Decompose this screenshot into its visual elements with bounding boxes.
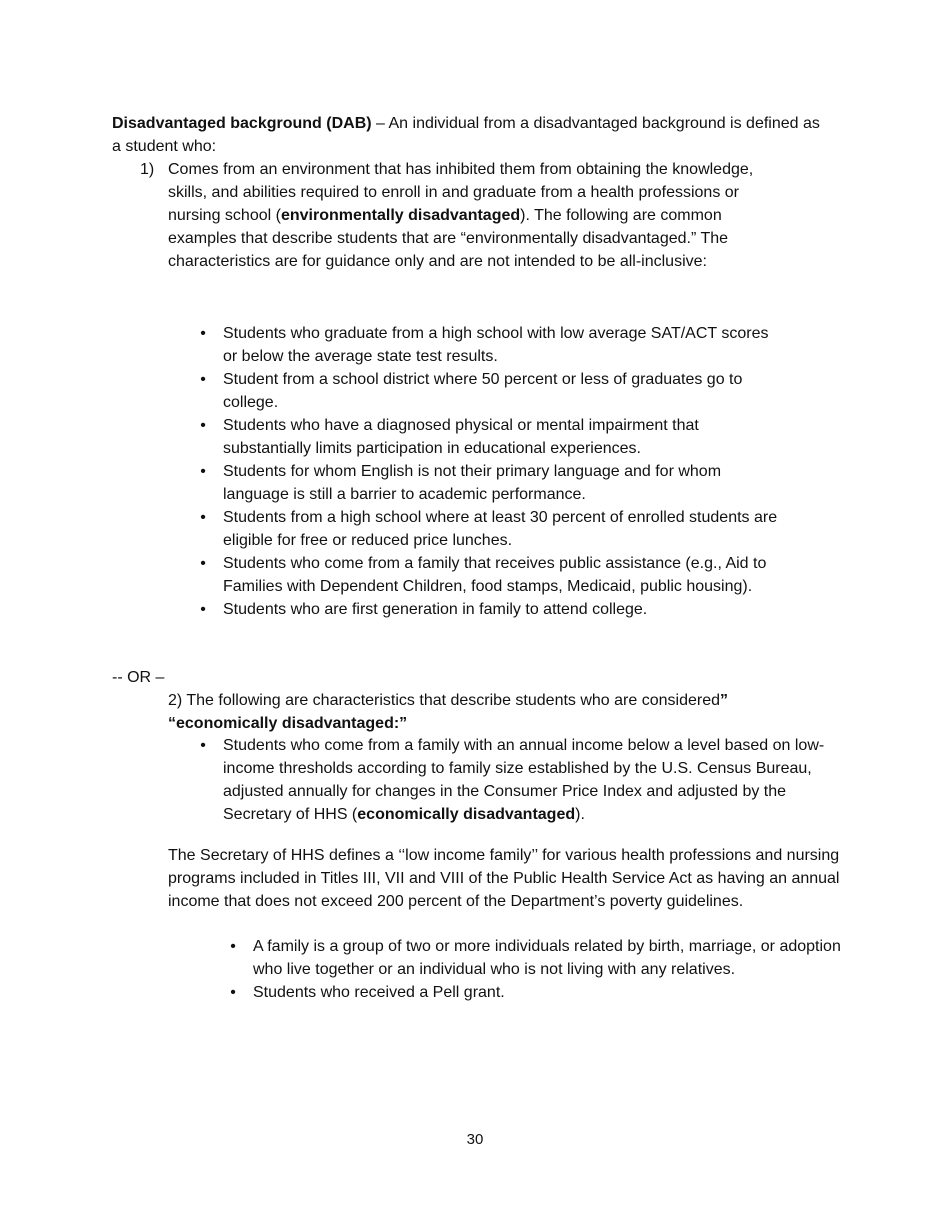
- bullet-icon: •: [200, 509, 206, 526]
- bullet-icon: •: [230, 984, 236, 1001]
- bullet-icon: •: [200, 555, 206, 572]
- list-item-text: Students who are first generation in family to attend college.: [223, 601, 648, 618]
- bullet-icon: •: [200, 737, 206, 754]
- bullet-icon: •: [200, 325, 206, 342]
- list-item-text-bold: economically disadvantaged: [357, 806, 576, 823]
- low-income-definition-paragraph: The Secretary of HHS defines a ‘‘low income family’’ for various health professions and nursing programs included in Titles III, VII and VIII of the Public Health Service Act as having an annual income that does not exceed 200 percent of the Department’s poverty guidelines.: [168, 847, 840, 910]
- list-item-text-b: ).: [575, 806, 585, 823]
- bullet-icon: •: [200, 601, 206, 618]
- list-item-text: A family is a group of two or more individuals related by birth, marriage, or adoption who live together or an individual who is not living with any relatives.: [253, 938, 841, 978]
- item-1-text: [168, 158, 768, 273]
- list-item-text: Students from a high school where at least 30 percent of enrolled students are eligible for free or reduced price lunches.: [223, 509, 778, 549]
- page-number: 30: [466, 1131, 484, 1148]
- list-item: [200, 734, 843, 826]
- list-item: [200, 552, 783, 598]
- item-1-text-bold: environmentally disadvantaged: [280, 207, 521, 224]
- list-item: [200, 460, 783, 506]
- bullet-icon: •: [200, 463, 206, 480]
- bullet-icon: •: [200, 371, 206, 388]
- or-separator: -- OR –: [112, 669, 165, 686]
- list-item: [230, 981, 853, 1004]
- intro-definition: – An individual from a disadvantaged background is defined as a student who:: [112, 115, 820, 155]
- list-item: [230, 935, 853, 981]
- numbered-item-2: [168, 689, 808, 735]
- list-item: [200, 506, 783, 552]
- environmental-examples-list: [200, 322, 783, 621]
- list-item-text: Students who received a Pell grant.: [253, 984, 505, 1001]
- low-income-notes-list: [230, 935, 853, 1004]
- economic-criteria-list: [200, 734, 843, 826]
- list-item-text-a: Students who come from a family with an annual income below a level based on low-income thresholds according to family size established by the U.S. Census Bureau, adjusted annually for changes in the Consumer Price Index and adjusted by the Secretary of HHS (: [223, 737, 825, 823]
- item-2-text: 2) The following are characteristics that describe students who are considered: [168, 692, 720, 709]
- bullet-icon: •: [200, 417, 206, 434]
- item-2-bold-end: ”: [720, 692, 728, 709]
- list-item-text: Students for whom English is not their primary language and for whom language is still a barrier to academic performance.: [223, 463, 722, 503]
- list-item-text: Students who come from a family that receives public assistance (e.g., Aid to Families with Dependent Children, food stamps, Medicaid, public housing).: [223, 555, 767, 595]
- list-item-text: Students who graduate from a high school with low average SAT/ACT scores or below the average state test results.: [223, 325, 769, 365]
- bullet-icon: •: [230, 938, 236, 955]
- item-1-text-a: Comes from an environment that has inhibited them from obtaining the knowledge, skills, and abilities required to enroll in and graduate from a health professions or nursing school (: [168, 161, 754, 224]
- item-1-text-b: ). The following are common examples that describe students that are “environmentally disadvantaged.” The characteristics are for guidance only and are not intended to be all-inclusive:: [168, 207, 729, 270]
- list-item-text: Student from a school district where 50 percent or less of graduates go to college.: [223, 371, 743, 411]
- list-item: [200, 598, 783, 621]
- list-item: [200, 322, 783, 368]
- item-2-bold-line: “economically disadvantaged:”: [168, 715, 408, 732]
- list-item-text: Students who have a diagnosed physical or mental impairment that substantially limits participation in educational experiences.: [223, 417, 699, 457]
- intro-paragraph: [112, 112, 822, 158]
- item-1-label: 1): [140, 161, 155, 178]
- intro-term: Disadvantaged background (DAB): [112, 115, 372, 132]
- list-item: [200, 414, 783, 460]
- list-item: [200, 368, 783, 414]
